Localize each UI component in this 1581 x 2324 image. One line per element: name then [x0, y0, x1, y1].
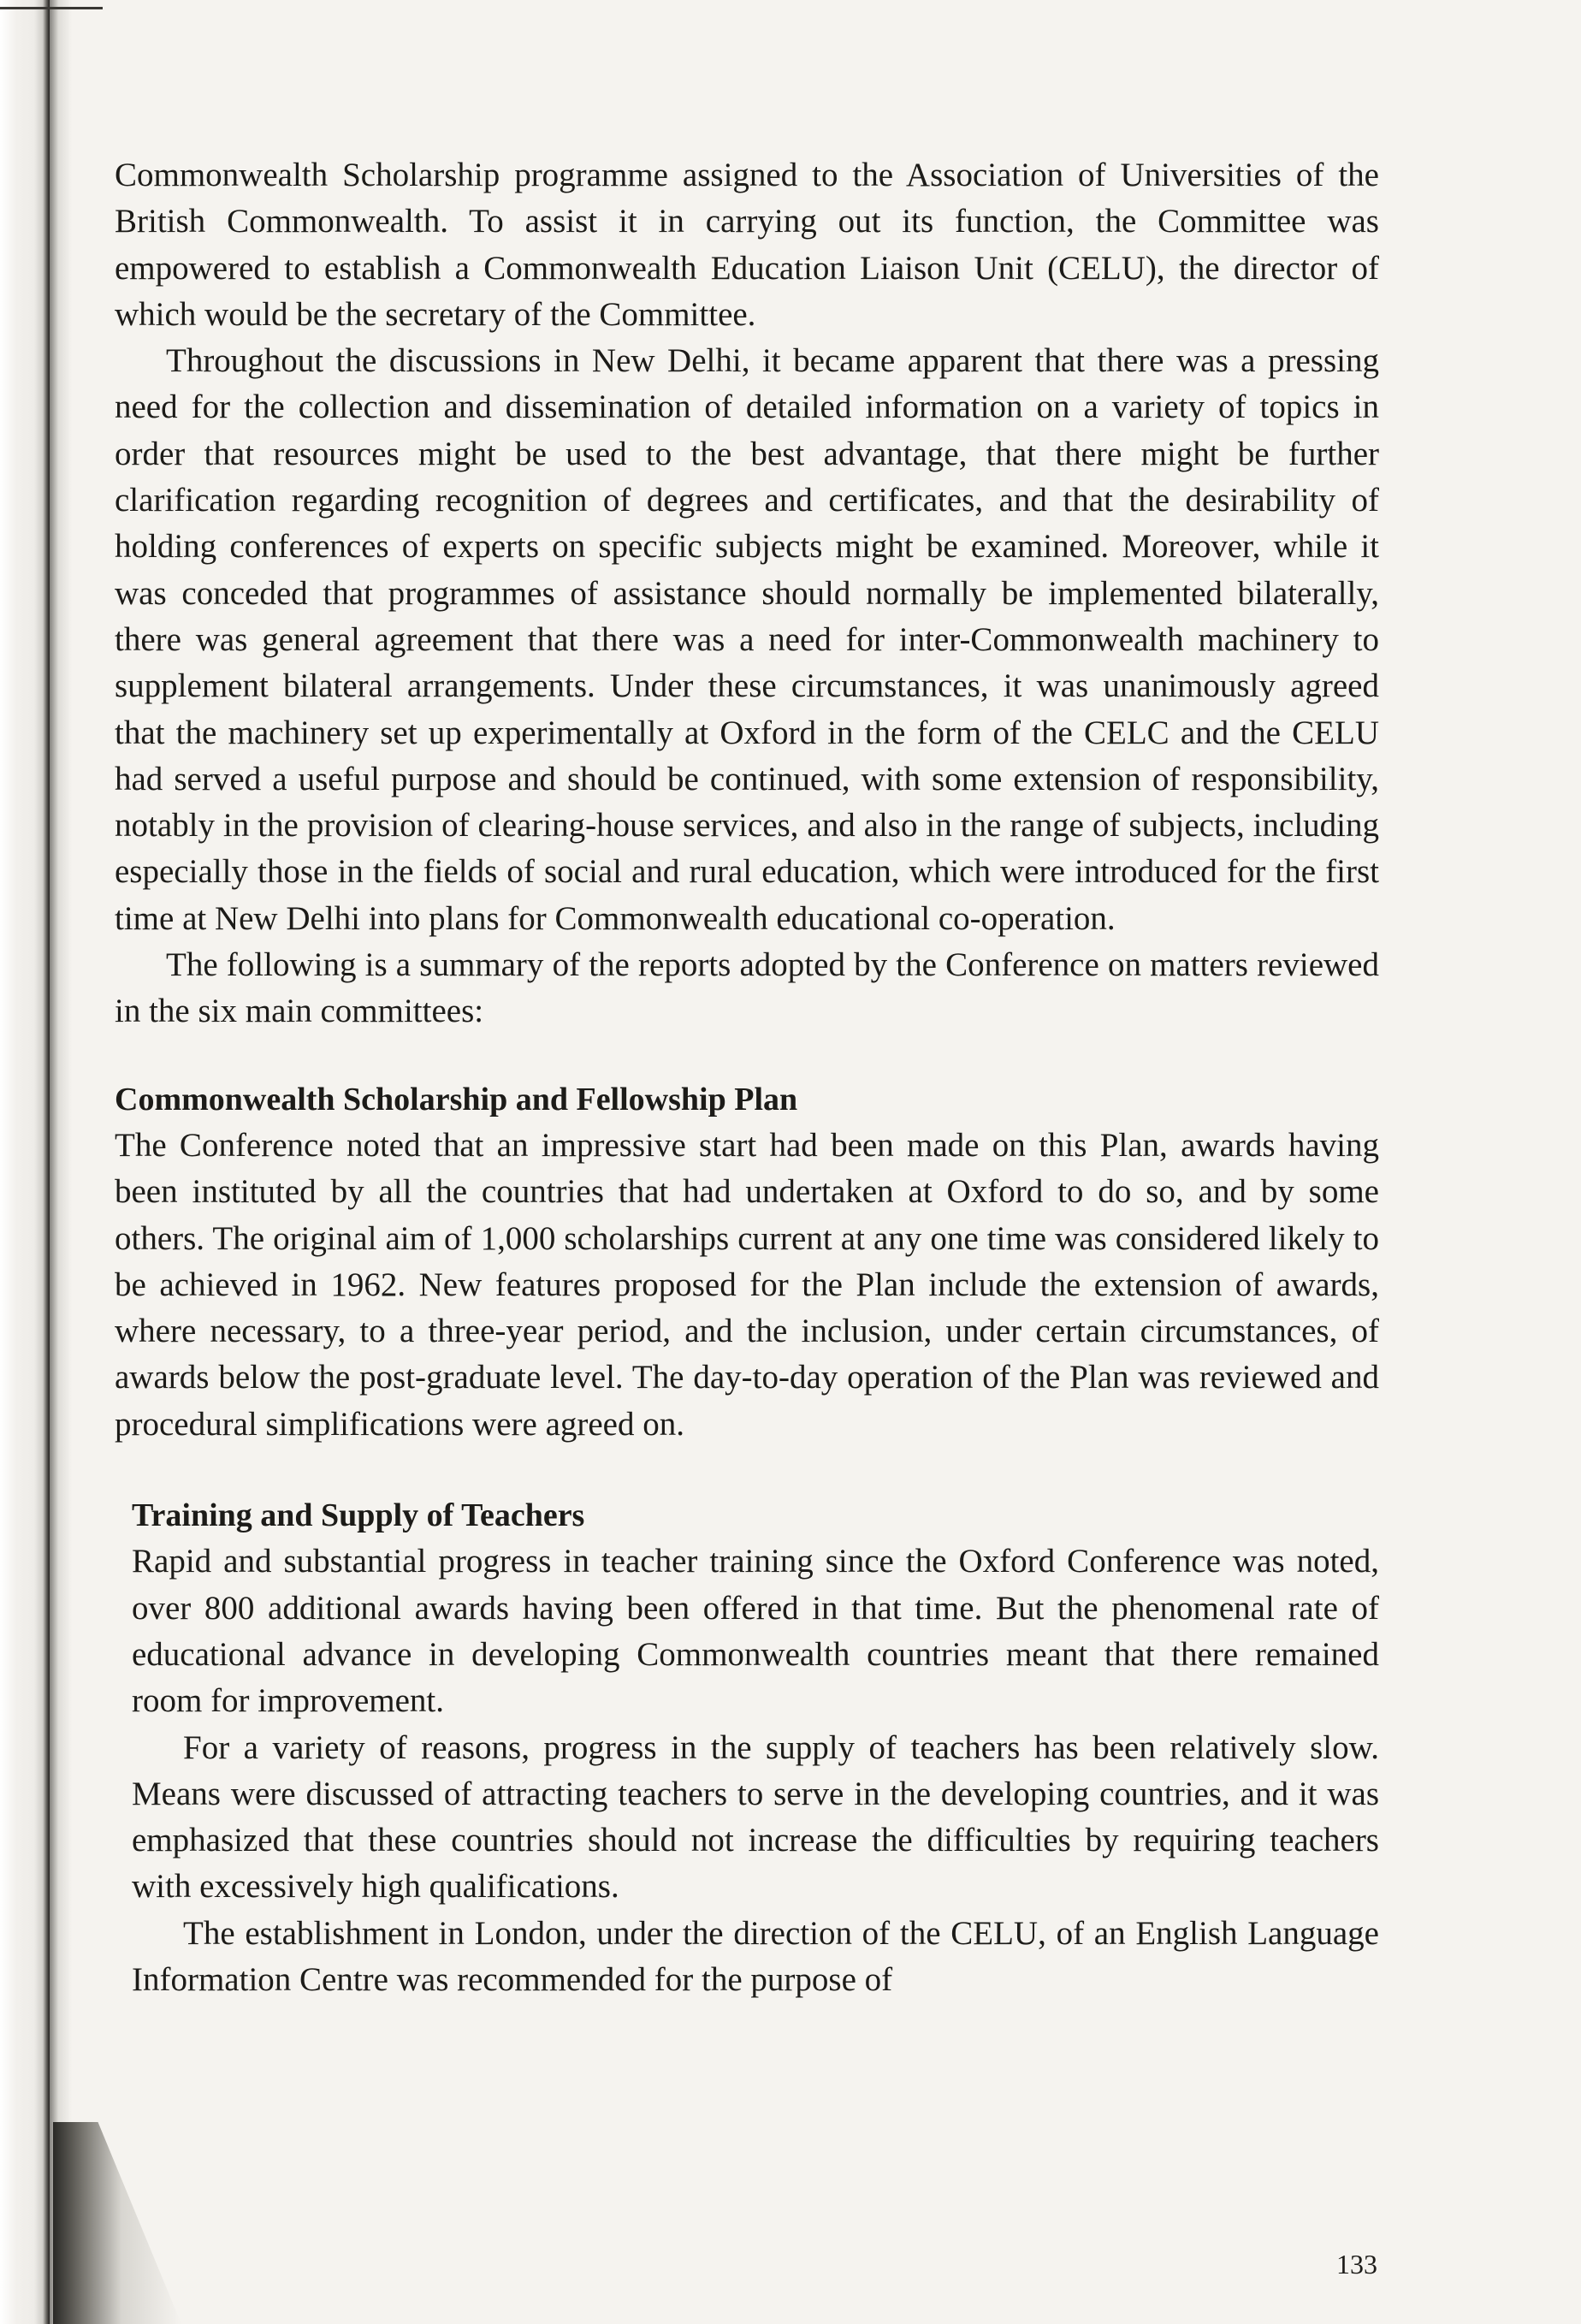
paragraph: The establishment in London, under the direction of the CELU, of an English Language Information Centre was recommended for the purpose of	[132, 1914, 1379, 1998]
paragraph: The following is a summary of the reports adopted by the Conference on matters reviewed in the six main committees:	[115, 946, 1379, 1030]
binding-shadow	[50, 0, 72, 2324]
paragraph: Rapid and substantial progress in teacher training since the Oxford Conference was noted, over 800 additional awards having been offered in that time. But the phenomenal rate of educational advance in developing Commonwealth countries meant that there remained room for improvement.	[132, 1543, 1379, 1720]
binding-shadow-bottom	[53, 2122, 181, 2324]
body-text	[115, 152, 1379, 2003]
top-edge-mark	[0, 7, 103, 9]
paragraph: Commonwealth Scholarship programme assigned to the Association of Universities of the British Commonwealth. To assist it in carrying out its function, the Committee was empowered to establish a Commonwealth Education Liaison Unit (CELU), the director of which would be the secretary of the Committee.	[115, 157, 1379, 333]
section-heading: Training and Supply of Teachers	[132, 1497, 585, 1534]
section-heading: Commonwealth Scholarship and Fellowship Plan	[115, 1081, 798, 1118]
section-teachers	[115, 1492, 1379, 2003]
paragraph: Throughout the discussions in New Delhi, it became apparent that there was a pressing need for the collection and dissemination of detailed information on a variety of topics in order that resources might be used to the best advantage, that there might be further clarification regarding recognition of degrees and certificates, and that the desirability of holding conferences of experts on specific subjects might be examined. Moreover, while it was conceded that programmes of assistance should normally be implemented bilaterally, there was general agreement that there was a need for inter-Commonwealth machinery to supplement bilateral arrangements. Under these circumstances, it was unanimously agreed that the machinery set up experimentally at Oxford in the form of the CELC and the CELU had served a useful purpose and should be continued, with some extension of responsibility, notably in the provision of clearing-house services, and also in the range of subjects, including especially those in the fields of social and rural education, which were introduced for the first time at New Delhi into plans for Commonwealth educational co-operation.	[115, 342, 1379, 937]
paragraph: The Conference noted that an impressive start had been made on this Plan, awards having been instituted by all the countries that had undertaken at Oxford to do so, and by some others. The original aim of 1,000 scholarships current at any one time was considered likely to be achieved in 1962. New features proposed for the Plan include the extension of awards, where necessary, to a three-year period, and the inclusion, under certain circumstances, of awards below the post-graduate level. The day-to-day operation of the Plan was reviewed and procedural simplifications were agreed on.	[115, 1126, 1379, 1443]
binding-gutter	[0, 0, 50, 2324]
page-number: 133	[1336, 2249, 1377, 2280]
paragraph: For a variety of reasons, progress in the supply of teachers has been relatively slow. Means were discussed of attracting teachers to serve in the developing countries, and it was emphasized that these countries should not increase the difficulties by requiring teachers with excessively high qualifications.	[132, 1728, 1379, 1906]
section-scholarship-plan	[115, 1076, 1379, 1448]
